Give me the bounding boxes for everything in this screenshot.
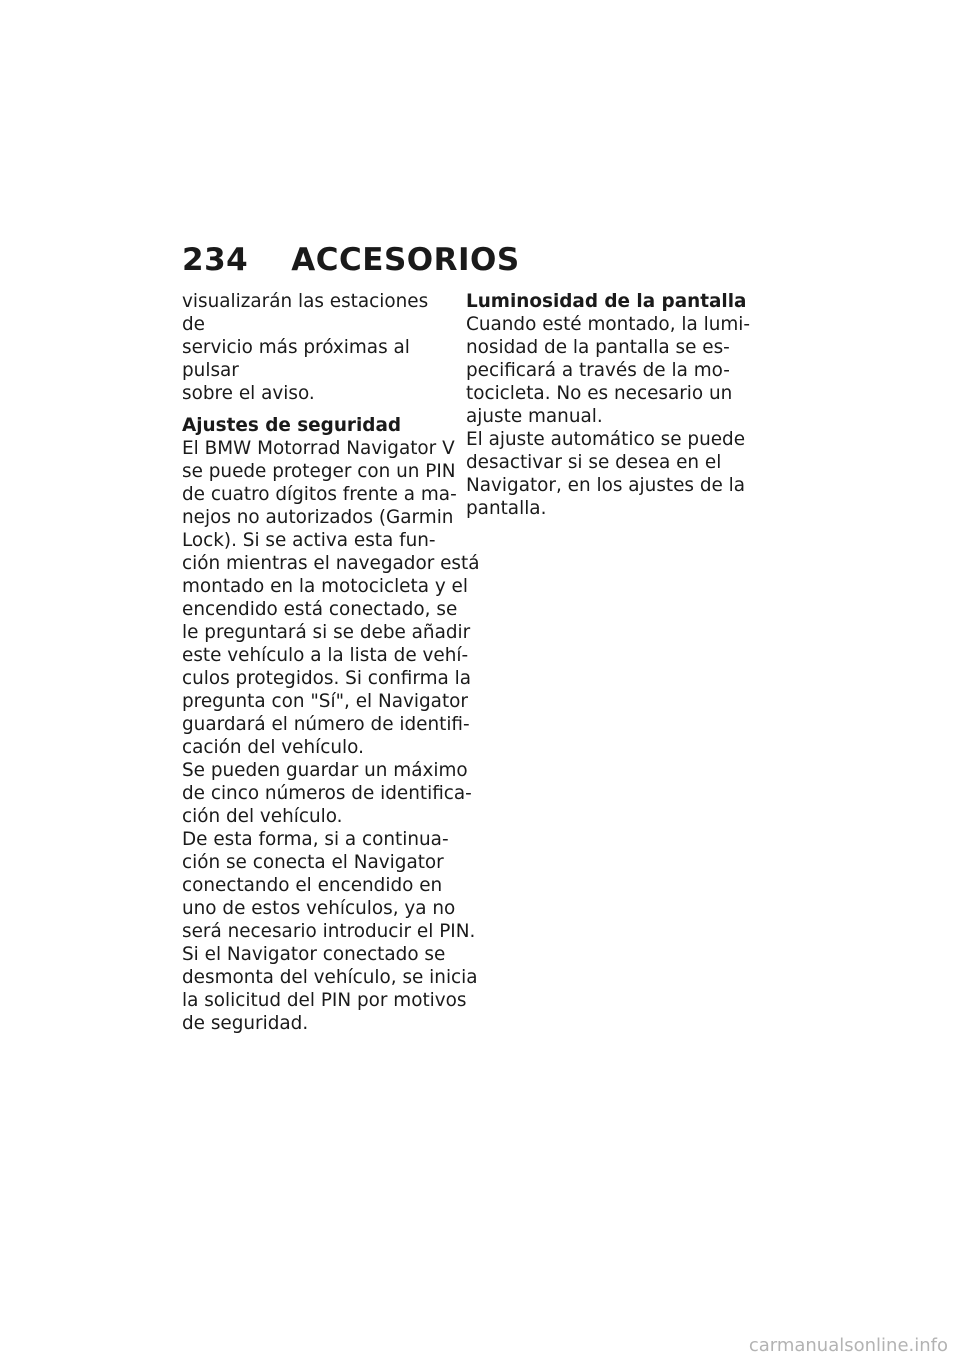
text-line: El BMW Motorrad Navigator V bbox=[182, 438, 455, 459]
watermark-text: carmanualsonline.info bbox=[748, 1335, 948, 1356]
text-line: Lock). Si se activa esta fun- bbox=[182, 530, 436, 551]
text-line: de cuatro dígitos frente a ma- bbox=[182, 484, 457, 505]
text-line: pregunta con "Sí", el Navigator bbox=[182, 691, 468, 712]
text-line: Cuando esté montado, la lumi- bbox=[466, 314, 751, 335]
text-line: nejos no autorizados (Garmin bbox=[182, 507, 454, 528]
text-line: Se pueden guardar un máximo bbox=[182, 760, 468, 781]
security-heading: Ajustes de seguridad bbox=[182, 415, 402, 436]
security-section bbox=[182, 414, 480, 1035]
text-line: conectando el encendido en bbox=[182, 875, 443, 896]
security-paragraph-2 bbox=[182, 759, 472, 828]
security-paragraph-1 bbox=[182, 437, 480, 759]
text-line: sobre el aviso. bbox=[182, 383, 315, 404]
text-line: tocicleta. No es necesario un bbox=[466, 383, 733, 404]
text-line: encendido está conectado, se bbox=[182, 599, 458, 620]
text-line: nosidad de la pantalla se es- bbox=[466, 337, 730, 358]
security-paragraph-3 bbox=[182, 828, 476, 943]
text-line: pantalla. bbox=[466, 498, 547, 519]
text-line: de seguridad. bbox=[182, 1013, 309, 1034]
text-line: Si el Navigator conectado se bbox=[182, 944, 446, 965]
text-line: De esta forma, si a continua- bbox=[182, 829, 449, 850]
text-line: desmonta del vehículo, se inicia bbox=[182, 967, 478, 988]
brightness-paragraph-1 bbox=[466, 313, 751, 428]
text-line: ción del vehículo. bbox=[182, 806, 343, 827]
intro-paragraph bbox=[182, 290, 454, 405]
text-line: la solicitud del PIN por motivos bbox=[182, 990, 467, 1011]
text-line: El ajuste automático se puede bbox=[466, 429, 746, 450]
text-line: guardará el número de identifi- bbox=[182, 714, 470, 735]
text-line: se puede proteger con un PIN bbox=[182, 461, 456, 482]
text-line: culos protegidos. Si confirma la bbox=[182, 668, 472, 689]
left-column bbox=[182, 290, 480, 1035]
text-line: pecificará a través de la mo- bbox=[466, 360, 730, 381]
text-line: ajuste manual. bbox=[466, 406, 603, 427]
page-header bbox=[182, 240, 742, 280]
text-line: ción mientras el navegador está bbox=[182, 553, 480, 574]
page-number: 234 bbox=[182, 242, 249, 278]
security-paragraph-4 bbox=[182, 943, 478, 1035]
text-line: Navigator, en los ajustes de la bbox=[466, 475, 746, 496]
text-line: cación del vehículo. bbox=[182, 737, 364, 758]
text-line: montado en la motocicleta y el bbox=[182, 576, 468, 597]
text-line: ción se conecta el Navigator bbox=[182, 852, 444, 873]
right-column bbox=[466, 290, 751, 520]
text-line: de cinco números de identifica- bbox=[182, 783, 472, 804]
brightness-paragraph-2 bbox=[466, 428, 746, 520]
text-line: desactivar si se desea en el bbox=[466, 452, 722, 473]
text-line: uno de estos vehículos, ya no bbox=[182, 898, 456, 919]
text-line: le preguntará si se debe añadir bbox=[182, 622, 471, 643]
text-line: servicio más próximas al pulsar bbox=[182, 337, 410, 381]
brightness-heading: Luminosidad de la pantalla bbox=[466, 291, 747, 312]
text-line: será necesario introducir el PIN. bbox=[182, 921, 476, 942]
section-title: ACCESORIOS bbox=[291, 242, 520, 278]
text-line: este vehículo a la lista de vehí- bbox=[182, 645, 469, 666]
brightness-section bbox=[466, 290, 751, 520]
text-line: visualizarán las estaciones de bbox=[182, 291, 429, 335]
